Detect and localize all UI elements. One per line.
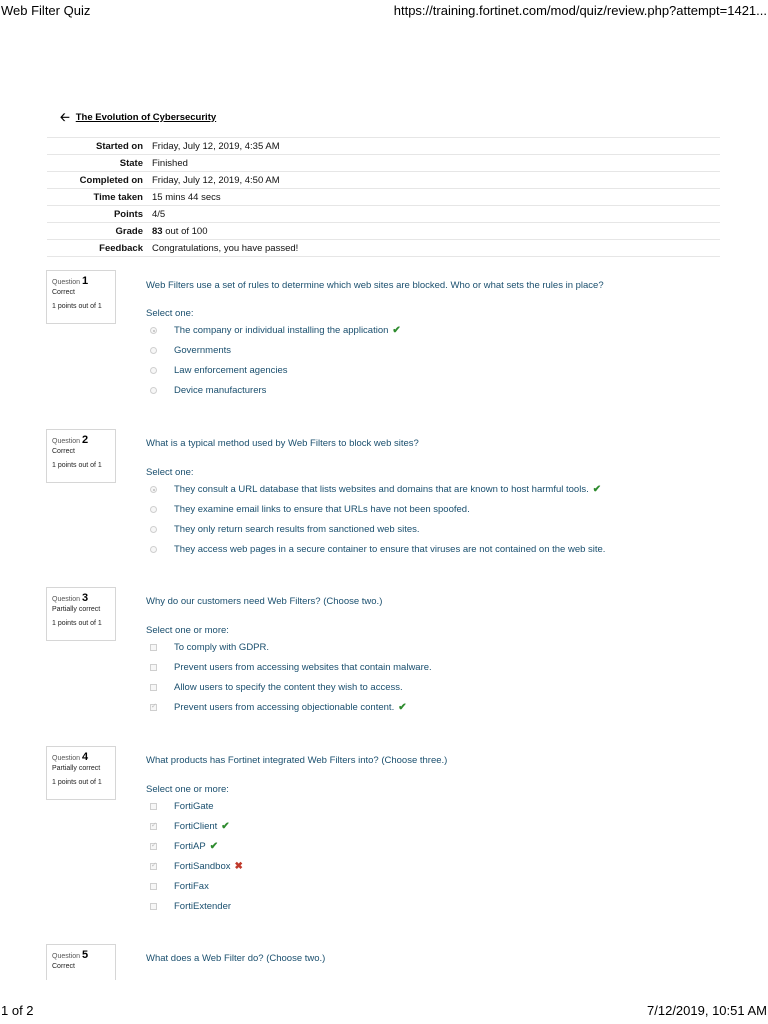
answer-label: FortiFax — [174, 881, 209, 892]
question-info-1 — [46, 270, 116, 324]
question-number-line — [52, 434, 110, 446]
question-text-4: What products has Fortinet integrated Web Filters into? (Choose three.) — [146, 755, 448, 766]
print-url: https://training.fortinet.com/mod/quiz/review.php?attempt=1421... — [393, 3, 767, 18]
answer-label: Device manufacturers — [174, 385, 267, 396]
arrow-left-icon: 🡠 — [60, 110, 70, 124]
radio-button[interactable] — [150, 387, 157, 394]
answer-option[interactable] — [150, 881, 209, 892]
summary-value: Friday, July 12, 2019, 4:35 AM — [152, 140, 280, 152]
question-number: 1 — [81, 275, 89, 287]
summary-row-completed — [47, 172, 720, 189]
summary-value — [152, 226, 207, 237]
question-text-5: What does a Web Filter do? (Choose two.) — [146, 953, 326, 964]
question-info-5 — [46, 944, 116, 980]
answer-option[interactable] — [150, 504, 470, 515]
question-text-3: Why do our customers need Web Filters? (Choose two.) — [146, 596, 383, 607]
answer-label: The company or individual installing the application — [174, 325, 389, 336]
radio-button[interactable] — [150, 546, 157, 553]
checkbox[interactable] — [150, 903, 157, 910]
answer-option[interactable] — [150, 544, 605, 555]
answer-option[interactable] — [150, 325, 401, 336]
question-text-1: Web Filters use a set of rules to determine which web sites are blocked. Who or what sets the rules in place? — [146, 280, 604, 291]
question-prompt-1: Select one: — [146, 308, 194, 319]
answer-label: FortiSandbox — [174, 861, 231, 872]
answer-label: Allow users to specify the content they wish to access. — [174, 682, 403, 693]
answer-option[interactable] — [150, 861, 243, 872]
summary-row-state — [47, 155, 720, 172]
summary-row-time — [47, 189, 720, 206]
question-points: 1 points out of 1 — [52, 620, 102, 627]
radio-button[interactable] — [150, 506, 157, 513]
answer-label: Prevent users from accessing websites that contain malware. — [174, 662, 432, 673]
summary-value: 4/5 — [152, 208, 166, 220]
answer-option[interactable] — [150, 365, 288, 376]
summary-label: State — [119, 157, 143, 169]
question-number: 5 — [81, 949, 89, 961]
answer-label: They access web pages in a secure container to ensure that viruses are not contained on the web site. — [174, 544, 606, 555]
answer-label: Prevent users from accessing objectionable content. — [174, 702, 395, 713]
page-number: 1 of 2 — [1, 1003, 34, 1018]
grade-score: 83 — [152, 225, 163, 237]
answer-label: Governments — [174, 345, 232, 356]
answer-option[interactable] — [150, 821, 230, 832]
answer-option[interactable] — [150, 642, 269, 653]
answer-option[interactable] — [150, 662, 432, 673]
question-prompt-3: Select one or more: — [146, 625, 229, 636]
question-state: Correct — [52, 289, 75, 296]
answer-option[interactable] — [150, 682, 403, 693]
answer-label: FortiClient — [174, 821, 218, 832]
question-state: Partially correct — [52, 606, 101, 613]
summary-value: 15 mins 44 secs — [152, 191, 221, 203]
radio-button[interactable] — [150, 367, 157, 374]
radio-button[interactable] — [150, 327, 157, 334]
summary-row-points — [47, 206, 720, 223]
answer-label: They examine email links to ensure that URLs have not been spoofed. — [174, 504, 470, 515]
question-points: 1 points out of 1 — [52, 462, 102, 469]
summary-label: Feedback — [99, 242, 143, 254]
checkbox[interactable] — [150, 704, 157, 711]
summary-label: Completed on — [79, 174, 143, 186]
print-title: Web Filter Quiz — [1, 3, 91, 18]
question-points: 1 points out of 1 — [52, 303, 102, 310]
question-number: 4 — [81, 751, 89, 763]
answer-option[interactable] — [150, 345, 231, 356]
answer-label: They only return search results from sanctioned web sites. — [174, 524, 420, 535]
answer-label: They consult a URL database that lists websites and domains that are known to host harmful tools. — [174, 484, 589, 495]
checkbox[interactable] — [150, 644, 157, 651]
question-label: Question — [52, 755, 81, 762]
question-prompt-2: Select one: — [146, 467, 194, 478]
correct-check-icon: ✔ — [221, 821, 230, 832]
checkbox[interactable] — [150, 863, 157, 870]
summary-value: Congratulations, you have passed! — [152, 242, 299, 254]
print-datetime: 7/12/2019, 10:51 AM — [647, 1003, 767, 1018]
checkbox[interactable] — [150, 843, 157, 850]
grade-rest: out of 100 — [162, 225, 208, 237]
question-info-3 — [46, 587, 116, 641]
question-number-line — [52, 592, 110, 604]
question-state: Partially correct — [52, 765, 101, 772]
question-state: Correct — [52, 963, 75, 970]
answer-label: FortiExtender — [174, 901, 232, 912]
back-to-course-link[interactable] — [60, 111, 216, 123]
incorrect-cross-icon: ✖ — [234, 861, 243, 872]
question-label: Question — [52, 438, 81, 445]
question-text-2: What is a typical method used by Web Filters to block web sites? — [146, 438, 419, 449]
summary-row-feedback — [47, 240, 720, 257]
question-label: Question — [52, 596, 81, 603]
question-label: Question — [52, 279, 81, 286]
summary-label: Started on — [96, 140, 143, 152]
answer-option[interactable] — [150, 524, 420, 535]
answer-option[interactable] — [150, 841, 218, 852]
attempt-summary-table — [47, 137, 720, 257]
answer-option[interactable] — [150, 385, 266, 396]
question-state: Correct — [52, 448, 75, 455]
radio-button[interactable] — [150, 486, 157, 493]
correct-check-icon: ✔ — [392, 325, 401, 336]
question-info-2 — [46, 429, 116, 483]
answer-option[interactable] — [150, 901, 231, 912]
correct-check-icon: ✔ — [398, 702, 407, 713]
summary-value: Finished — [152, 157, 188, 169]
answer-option[interactable] — [150, 484, 601, 495]
radio-button[interactable] — [150, 526, 157, 533]
question-number-line — [52, 751, 110, 763]
question-number-line — [52, 949, 110, 961]
correct-check-icon: ✔ — [592, 484, 602, 495]
question-number: 2 — [81, 434, 89, 446]
question-number-line — [52, 275, 110, 287]
answer-label: To comply with GDPR. — [174, 642, 270, 653]
back-link-label: The Evolution of Cybersecurity — [75, 111, 217, 123]
checkbox[interactable] — [150, 883, 157, 890]
correct-check-icon: ✔ — [209, 841, 219, 852]
summary-label: Points — [113, 208, 143, 220]
summary-label: Time taken — [93, 191, 143, 203]
checkbox[interactable] — [150, 684, 157, 691]
summary-value: Friday, July 12, 2019, 4:50 AM — [152, 174, 280, 186]
summary-row-grade — [47, 223, 720, 240]
checkbox[interactable] — [150, 803, 157, 810]
question-label: Question — [52, 953, 81, 960]
answer-label: FortiGate — [174, 801, 214, 812]
question-number: 3 — [81, 592, 89, 604]
question-info-4 — [46, 746, 116, 800]
summary-row-started — [47, 138, 720, 155]
radio-button[interactable] — [150, 347, 157, 354]
answer-label: FortiAP — [174, 841, 206, 852]
answer-option[interactable] — [150, 702, 407, 713]
question-prompt-4: Select one or more: — [146, 784, 229, 795]
checkbox[interactable] — [150, 823, 157, 830]
checkbox[interactable] — [150, 664, 157, 671]
summary-label: Grade — [115, 225, 143, 237]
question-points: 1 points out of 1 — [52, 779, 102, 786]
answer-label: Law enforcement agencies — [174, 365, 288, 376]
answer-option[interactable] — [150, 801, 214, 812]
